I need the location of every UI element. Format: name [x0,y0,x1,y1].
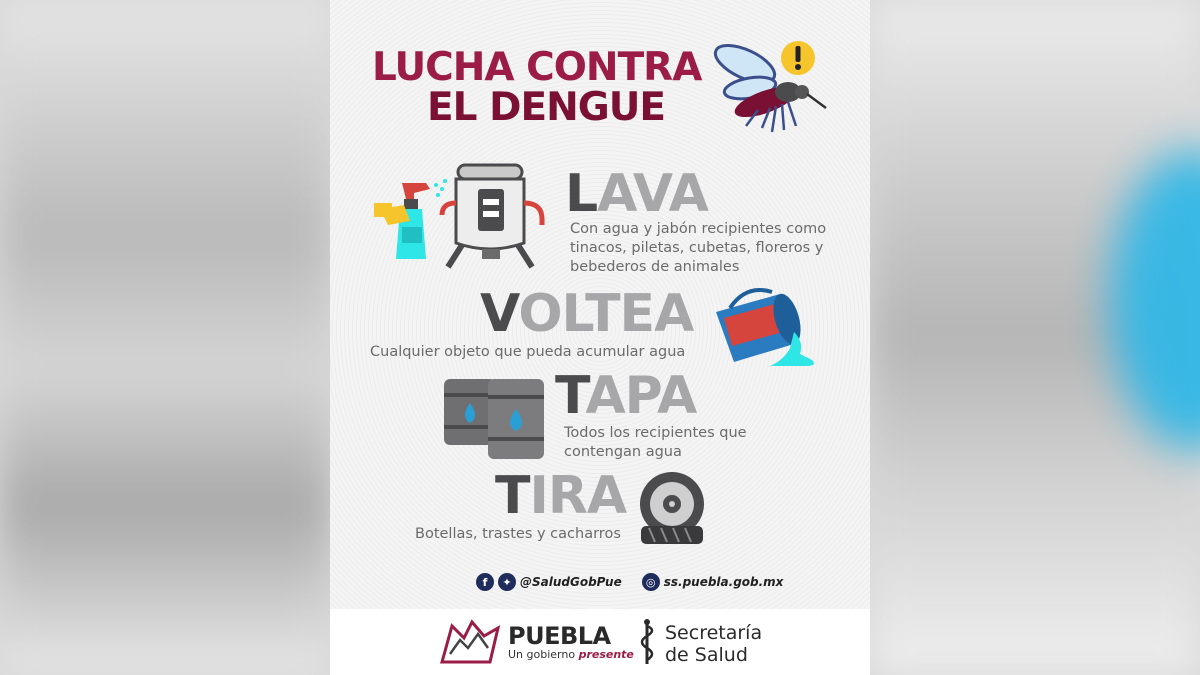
title-line-1: LUCHA CONTRA [372,45,702,90]
puebla-tagline-a: Un gobierno [508,648,576,661]
step-voltea-rest: OLTEA [518,284,694,344]
puebla-name: PUEBLA [508,622,611,650]
facebook-icon[interactable]: f [476,573,494,591]
step-tapa-rest: APA [585,366,697,426]
barrels-icon [440,375,550,465]
dengue-poster [330,0,870,675]
secretaria-line-2: de Salud [665,644,748,666]
secretaria-salud-logo [635,618,763,670]
step-tira-word [495,466,627,526]
social-links [476,572,783,592]
puebla-tagline-b: presente [578,648,634,661]
tipped-bucket-icon [710,282,820,372]
web-icon[interactable]: ◎ [642,573,660,591]
puebla-logo [438,618,634,670]
water-tank-icon [438,163,548,273]
puebla-emblem-icon [438,618,504,666]
tire-icon [635,468,710,546]
puebla-tagline [508,648,634,661]
caduceus-icon [635,618,659,666]
step-lava-first-letter: L [565,164,598,224]
step-tapa-description: Todos los recipientes que contengan agua [564,425,747,460]
step-tapa-first-letter: T [555,366,586,426]
step-lava-word [565,164,708,224]
social-handle[interactable]: @SaludGobPue [520,575,622,589]
mosquito-warning-icon [710,36,830,136]
step-tapa-word [555,366,697,426]
twitter-icon[interactable]: ✦ [498,573,516,591]
step-tira-rest: IRA [529,466,627,526]
step-tira-description: Botellas, trastes y cacharros [415,526,621,542]
step-lava-rest: AVA [597,164,708,224]
secretaria-text [665,622,762,666]
step-lava-description: Con agua y jabón recipientes como tinacos, piletas, cubetas, floreros y bebederos de animales [570,221,827,275]
poster-title [372,45,702,130]
step-tira-first-letter: T [495,466,530,526]
background-left-blur [0,0,330,675]
step-voltea-word [480,284,694,344]
website-link[interactable]: ss.puebla.gob.mx [663,575,784,589]
title-line-2: EL DENGUE [427,85,666,130]
secretaria-line-1: Secretaría [665,622,763,644]
step-voltea-first-letter: V [480,284,519,344]
step-voltea-description: Cualquier objeto que pueda acumular agua [370,344,686,360]
